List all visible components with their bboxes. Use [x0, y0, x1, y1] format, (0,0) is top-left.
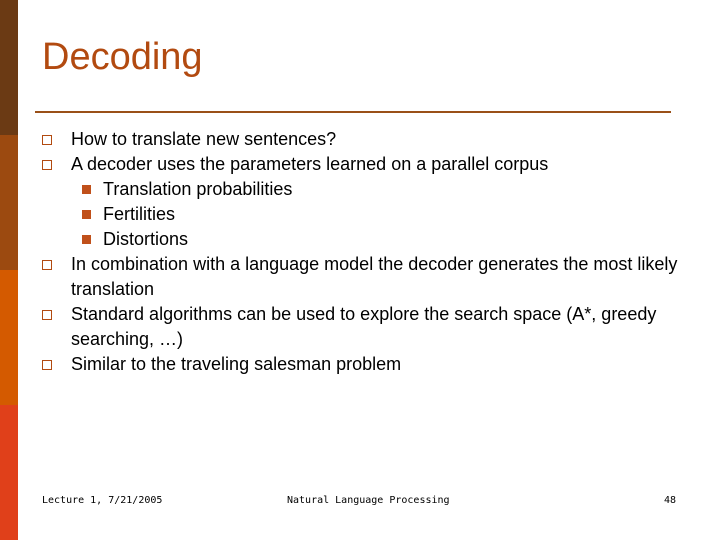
filled-square-bullet-icon	[82, 235, 91, 244]
sub-bullet-item	[42, 177, 682, 202]
bullet-text: In combination with a language model the decoder generates the most likely translation	[71, 254, 678, 299]
hollow-square-bullet-icon	[42, 260, 52, 270]
bullet-text: Standard algorithms can be used to explore the search space (A*, greedy searching, …)	[71, 304, 657, 349]
filled-square-bullet-icon	[82, 210, 91, 219]
hollow-square-bullet-icon	[42, 310, 52, 320]
slide-title: Decoding	[42, 36, 203, 78]
side-bar-segment	[0, 135, 18, 270]
side-bar-segment	[0, 270, 18, 405]
bullet-item	[42, 127, 682, 152]
bullet-text: A decoder uses the parameters learned on a parallel corpus	[71, 154, 549, 174]
bullet-text: Similar to the traveling salesman problem	[71, 354, 402, 374]
title-divider	[35, 111, 671, 113]
decorative-side-bar	[0, 0, 18, 540]
sub-bullet-text: Distortions	[103, 229, 189, 249]
sub-bullet-text: Translation probabilities	[103, 179, 293, 199]
sub-bullet-item	[42, 227, 682, 252]
filled-square-bullet-icon	[82, 185, 91, 194]
side-bar-segment	[0, 0, 18, 135]
footer-lecture-date: Lecture 1, 7/21/2005	[42, 495, 163, 506]
bullet-item	[42, 302, 682, 352]
sub-bullet-item	[42, 202, 682, 227]
bullet-item	[42, 252, 682, 302]
hollow-square-bullet-icon	[42, 360, 52, 370]
hollow-square-bullet-icon	[42, 160, 52, 170]
page-number: 48	[664, 495, 677, 506]
bullet-item	[42, 352, 682, 377]
bullet-item	[42, 152, 682, 177]
bullet-text: How to translate new sentences?	[71, 129, 337, 149]
bullet-list	[42, 127, 682, 377]
sub-bullet-text: Fertilities	[103, 204, 176, 224]
footer-course-title: Natural Language Processing	[287, 495, 450, 506]
hollow-square-bullet-icon	[42, 135, 52, 145]
side-bar-segment	[0, 405, 18, 540]
